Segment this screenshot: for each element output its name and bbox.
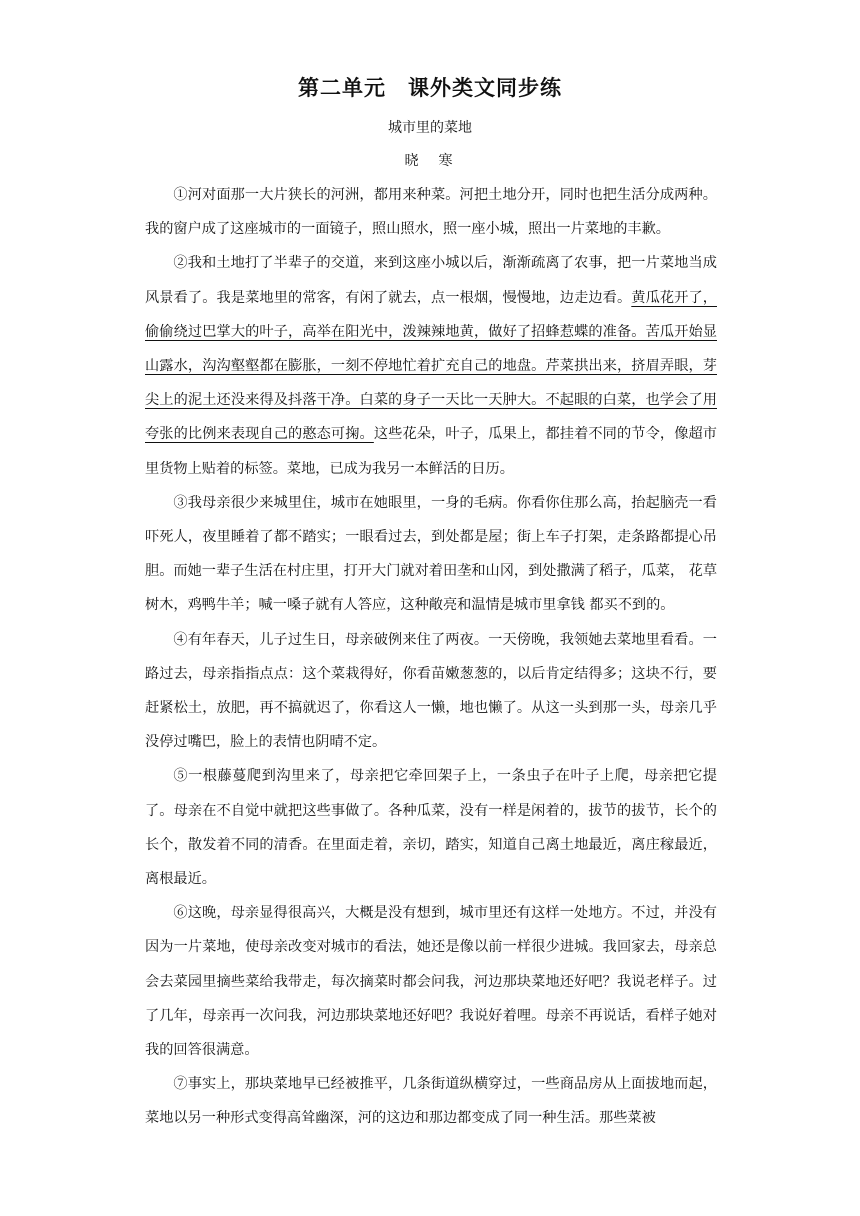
article-title: 城市里的菜地	[388, 120, 472, 136]
paragraph-text-tail: 这些花朵，叶子，瓜果上，都挂着不同的节令，像超市里货物上贴着的标签。菜地，已成为我另一本鲜活的日历。	[145, 426, 717, 477]
underlined-passage: 黄瓜花开了，偷偷绕过巴掌大的叶子，高举在阳光中，泼辣辣地黄，做好了招蜂惹蝶的准备。苦瓜开始显山露水，沟沟壑壑都在膨胀，一刻不停地忙着扩充自己的地盘。芹菜拱出来，挤眉弄眼，芽尖上的泥土还没来得及抖落干净。白菜的身子一天比一天肿大。不起眼的白菜，也学会了用夸张的比例来表现自己的憨态可掬。	[145, 289, 717, 443]
paragraph-text: ③我母亲很少来城里住，城市在她眼里，一身的毛病。你看你住那么高，抬起脑壳一看吓死人，夜里睡着了都不踏实；一眼看过去，到处都是屋；街上车子打架，走条路都提心吊胆。而她一辈子生活在村庄里，打开大门就对着田垄和山冈，到处撒满了稻子，瓜菜， 花草树木，鸡鸭牛羊；喊一嗓子就有人答应，这种敞亮和温情是城市里拿钱 都买不到的。	[145, 494, 718, 614]
page-title: 第二单元 课外类文同步练	[298, 76, 562, 100]
paragraph-5	[145, 759, 717, 896]
paragraph-text: ⑥这晚，母亲显得很高兴，大概是没有想到，城市里还有这样一处地方。不过，并没有因为一片菜地，使母亲改变对城市的看法，她还是像以前一样很少进城。我回家去，母亲总会去菜园里摘些菜给我带走，每次摘菜时都会问我，河边那块菜地还好吧？我说老样子。过了几年，母亲再一次问我，河边那块菜地还好吧？我说好着哩。母亲不再说话，看样子她对我的回答很满意。	[145, 905, 717, 1059]
paragraph-text: ⑤一根藤蔓爬到沟里来了，母亲把它牵回架子上，一条虫子在叶子上爬，母亲把它提了。母亲在不自觉中就把这些事做了。各种瓜菜，没有一样是闲着的，拔节的拔节，长个的长个，散发着不同的清香。在里面走着，亲切，踏实，知道自己离土地最近，离庄稼最近，离根最近。	[145, 768, 717, 888]
paragraph-1	[145, 178, 717, 246]
paragraph-text: ⑦事实上，那块菜地早已经被推平，几条街道纵横穿过，一些商品房从上面拔地而起，菜地以另一种形式变得高耸幽深，河的这边和那边都变成了同一种生活。那些菜被	[145, 1076, 717, 1127]
paragraph-4	[145, 623, 717, 760]
paragraph-7	[145, 1067, 717, 1135]
paragraph-3	[145, 486, 717, 623]
paragraph-2	[145, 246, 717, 485]
paragraph-text: ①河对面那一大片狭长的河洲，都用来种菜。河把土地分开，同时也把生活分成两种。我的窗户成了这座城市的一面镜子，照山照水，照一座小城，照出一片菜地的丰歉。	[145, 187, 717, 238]
paragraph-text: ②我和土地打了半辈子的交道，来到这座小城以后，渐渐疏离了农事，把一片菜地当成风景看了。我是菜地里的常客，有闲了就去，点一根烟，慢慢地，边走边看。	[145, 255, 717, 306]
article-author: 晓 寒	[404, 153, 456, 169]
paragraph-text: ④有年春天，儿子过生日，母亲破例来住了两夜。一天傍晚，我领她去菜地里看看。一路过去，母亲指指点点：这个菜栽得好，你看苗嫩葱葱的，以后肯定结得多；这块不行，要赶紧松土，放肥，再不搞就迟了，你看这人一懒，地也懒了。从这一头到那一头，母亲几乎没停过嘴巴，脸上的表情也阴晴不定。	[145, 631, 717, 751]
paragraph-6	[145, 896, 717, 1067]
article-body	[145, 178, 717, 1136]
